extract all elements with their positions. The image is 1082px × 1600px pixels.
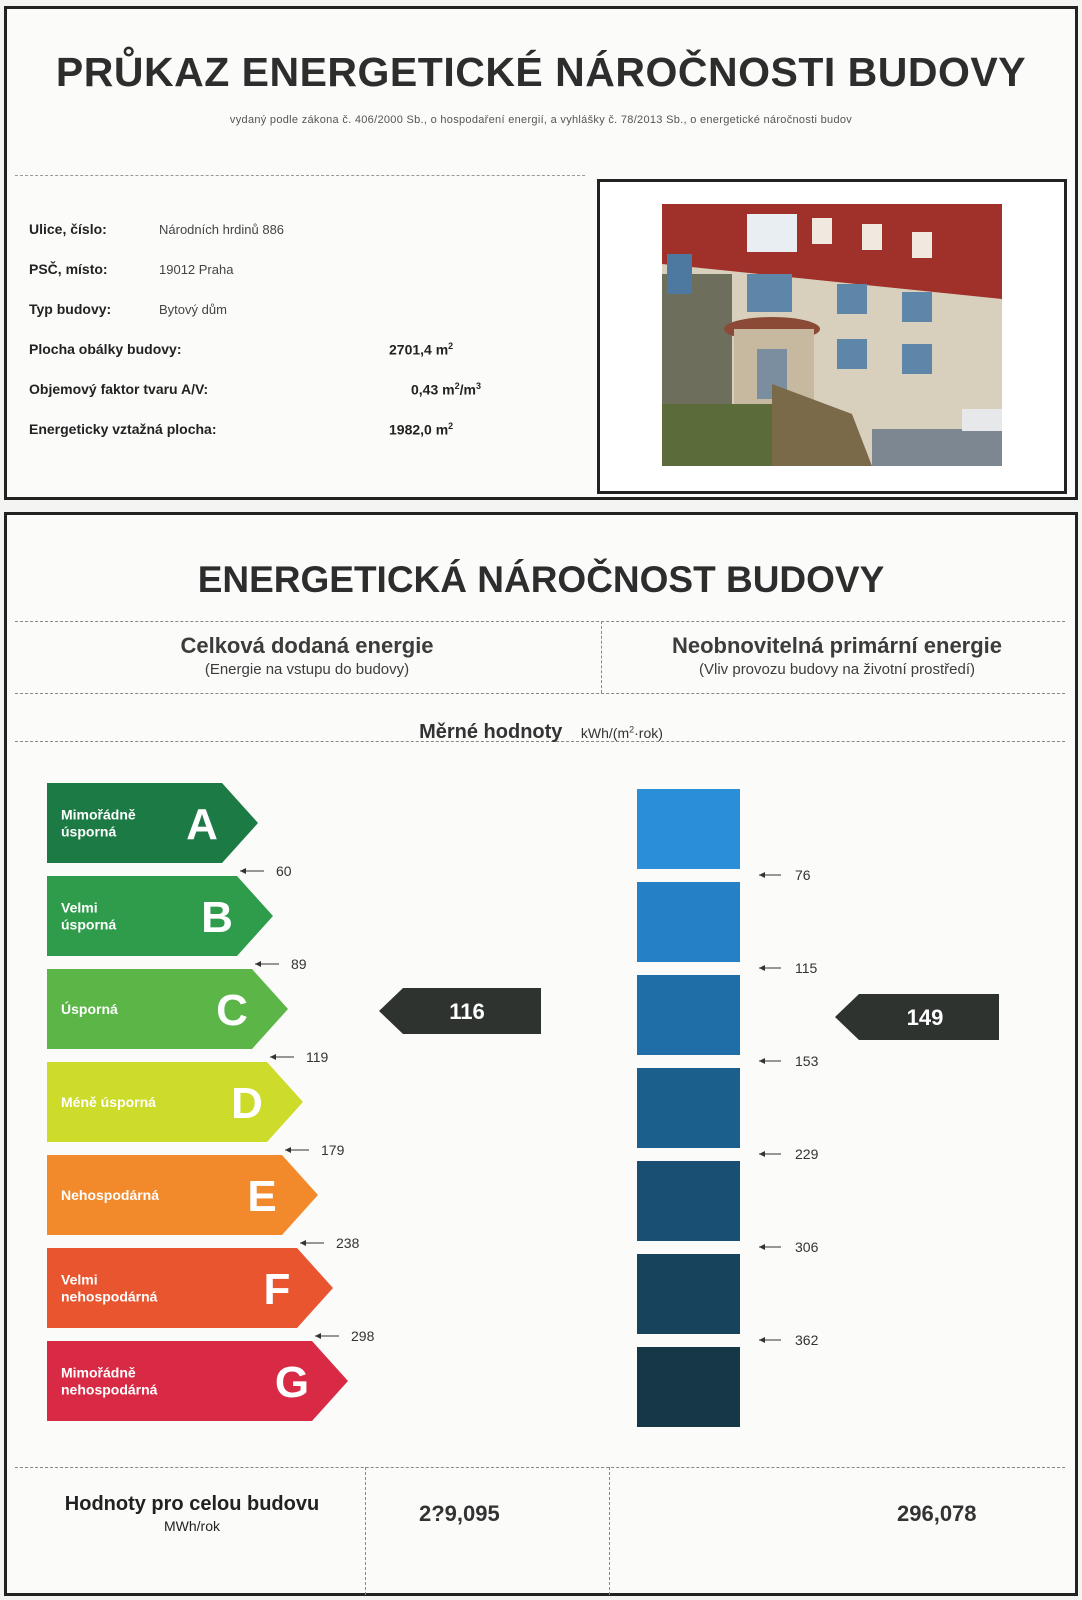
delivered-energy-subtitle: (Energie na vstupu do budovy) — [204, 661, 410, 678]
class-limit-arrowhead — [315, 1333, 321, 1339]
city-label: PSČ, místo: — [29, 261, 108, 277]
class-a-letter: A — [186, 800, 218, 849]
class-e-letter: E — [247, 1172, 277, 1221]
delivered-energy-heading — [67, 633, 547, 678]
class-limit-arrowhead — [240, 868, 246, 874]
shape-factor-label: Objemový faktor tvaru A/V: — [29, 381, 209, 397]
specific-values-row — [7, 721, 1075, 744]
primary-limit-value: 362 — [795, 1332, 819, 1348]
certificate-title: PRŮKAZ ENERGETICKÉ NÁROČNOSTI BUDOVY — [55, 49, 1027, 95]
class-a-label: Mimořádně — [61, 806, 136, 823]
class-c-label: Úsporná — [61, 1001, 118, 1017]
city-value: 19012 Praha — [159, 262, 234, 277]
energy-rating-section — [4, 512, 1078, 1596]
legal-note: vydaný podle zákona č. 406/2000 Sb., o hospodaření energií, a vyhlášky č. 78/2013 Sb., o energetické náročnosti budov — [229, 114, 853, 126]
primary-limit-value: 306 — [795, 1239, 819, 1255]
class-limit-arrowhead — [300, 1240, 306, 1246]
footer-top-line — [15, 1467, 1065, 1468]
primary-limit-arrowhead — [759, 1244, 765, 1250]
primary-class-6-bar — [637, 1254, 740, 1334]
building-type-label: Typ budovy: — [29, 301, 112, 317]
specific-values-label: Měrné hodnoty — [419, 721, 563, 743]
primary-class-2-bar — [637, 882, 740, 962]
shape-factor-value: 0,43 $m^2/m^3$ — [411, 381, 481, 398]
primary-limit-arrowhead — [759, 1337, 765, 1343]
class-c-letter: C — [216, 986, 248, 1035]
building-photo — [662, 204, 1002, 466]
class-b-label: Velmi — [61, 899, 98, 916]
class-limit-value: 298 — [351, 1328, 375, 1344]
delivered-energy-value: 116 — [449, 999, 485, 1024]
footer-divider-1 — [365, 1467, 366, 1595]
total-primary-energy: 296,078 — [897, 1501, 977, 1526]
class-f-label: nehospodárná — [61, 1288, 158, 1305]
reference-area-value: 1982,0 $m^2$ — [389, 421, 454, 438]
class-f-letter: F — [263, 1265, 291, 1314]
class-limit-value: 119 — [306, 1049, 329, 1065]
class-limit-value: 89 — [291, 956, 307, 972]
header-divider — [15, 175, 585, 176]
class-d-letter: D — [231, 1079, 263, 1128]
class-g-letter: G — [274, 1358, 310, 1407]
class-b-letter: B — [201, 893, 233, 942]
header-top-line — [15, 621, 1065, 622]
rating-title: ENERGETICKÁ NÁROČNOST BUDOVY — [197, 559, 885, 600]
specific-values-unit: kWh/$(m^2\cdot rok)$ — [580, 724, 663, 741]
primary-limit-arrowhead — [759, 1151, 765, 1157]
class-limit-arrowhead — [285, 1147, 291, 1153]
street-value: Národních hrdinů 886 — [159, 222, 285, 237]
primary-energy-subtitle: (Vliv provozu budovy na životní prostředí) — [699, 661, 975, 678]
primary-limit-arrowhead — [759, 1058, 765, 1064]
street-label: Ulice, číslo: — [29, 221, 107, 237]
whole-building-title: Hodnoty pro celou budovu — [64, 1493, 320, 1515]
primary-class-4-bar — [637, 1068, 740, 1148]
certificate-header-section — [4, 6, 1078, 500]
class-a-label: úsporná — [61, 823, 117, 840]
class-f-label: Velmi — [61, 1271, 98, 1288]
footer-divider-2 — [609, 1467, 610, 1595]
class-g-label: nehospodárná — [61, 1381, 158, 1398]
primary-class-7-bar — [637, 1347, 740, 1427]
class-limit-arrowhead — [270, 1054, 276, 1060]
class-limit-value: 238 — [336, 1235, 360, 1251]
envelope-area-value: 2701,4 $m^2$ — [389, 341, 454, 358]
primary-limit-value: 115 — [795, 960, 818, 976]
primary-class-5-bar — [637, 1161, 740, 1241]
primary-limit-arrowhead — [759, 872, 765, 878]
primary-limit-value: 153 — [795, 1053, 819, 1069]
primary-energy-title: Neobnovitelná primární energie — [671, 633, 1003, 658]
class-limit-value: 179 — [321, 1142, 345, 1158]
primary-class-3-bar — [637, 975, 740, 1055]
primary-limit-arrowhead — [759, 965, 765, 971]
delivered-energy-title: Celková dodaná energie — [180, 633, 434, 658]
class-e-label: Nehospodárná — [61, 1187, 160, 1203]
whole-building-unit: MWh/rok — [164, 1518, 220, 1534]
total-delivered-energy: 2?9,095 — [419, 1501, 500, 1526]
class-b-label: úsporná — [61, 916, 117, 933]
primary-limit-value: 76 — [795, 867, 811, 883]
envelope-area-label: Plocha obálky budovy: — [29, 341, 182, 357]
primary-class-1-bar — [637, 789, 740, 869]
class-g-label: Mimořádně — [61, 1364, 136, 1381]
class-d-label: Méně úsporná — [61, 1094, 156, 1110]
class-limit-value: 60 — [276, 863, 292, 879]
class-limit-arrowhead — [255, 961, 261, 967]
building-photo-frame — [597, 179, 1067, 494]
whole-building-label — [47, 1493, 337, 1534]
primary-energy-heading — [607, 633, 1067, 678]
primary-limit-value: 229 — [795, 1146, 819, 1162]
building-type-value: Bytový dům — [159, 302, 227, 317]
header-column-divider — [601, 621, 602, 693]
energy-class-chart — [7, 765, 1075, 1445]
header-bottom-line — [15, 693, 1065, 694]
reference-area-label: Energeticky vztažná plocha: — [29, 421, 217, 437]
primary-energy-value: 149 — [906, 1005, 944, 1030]
